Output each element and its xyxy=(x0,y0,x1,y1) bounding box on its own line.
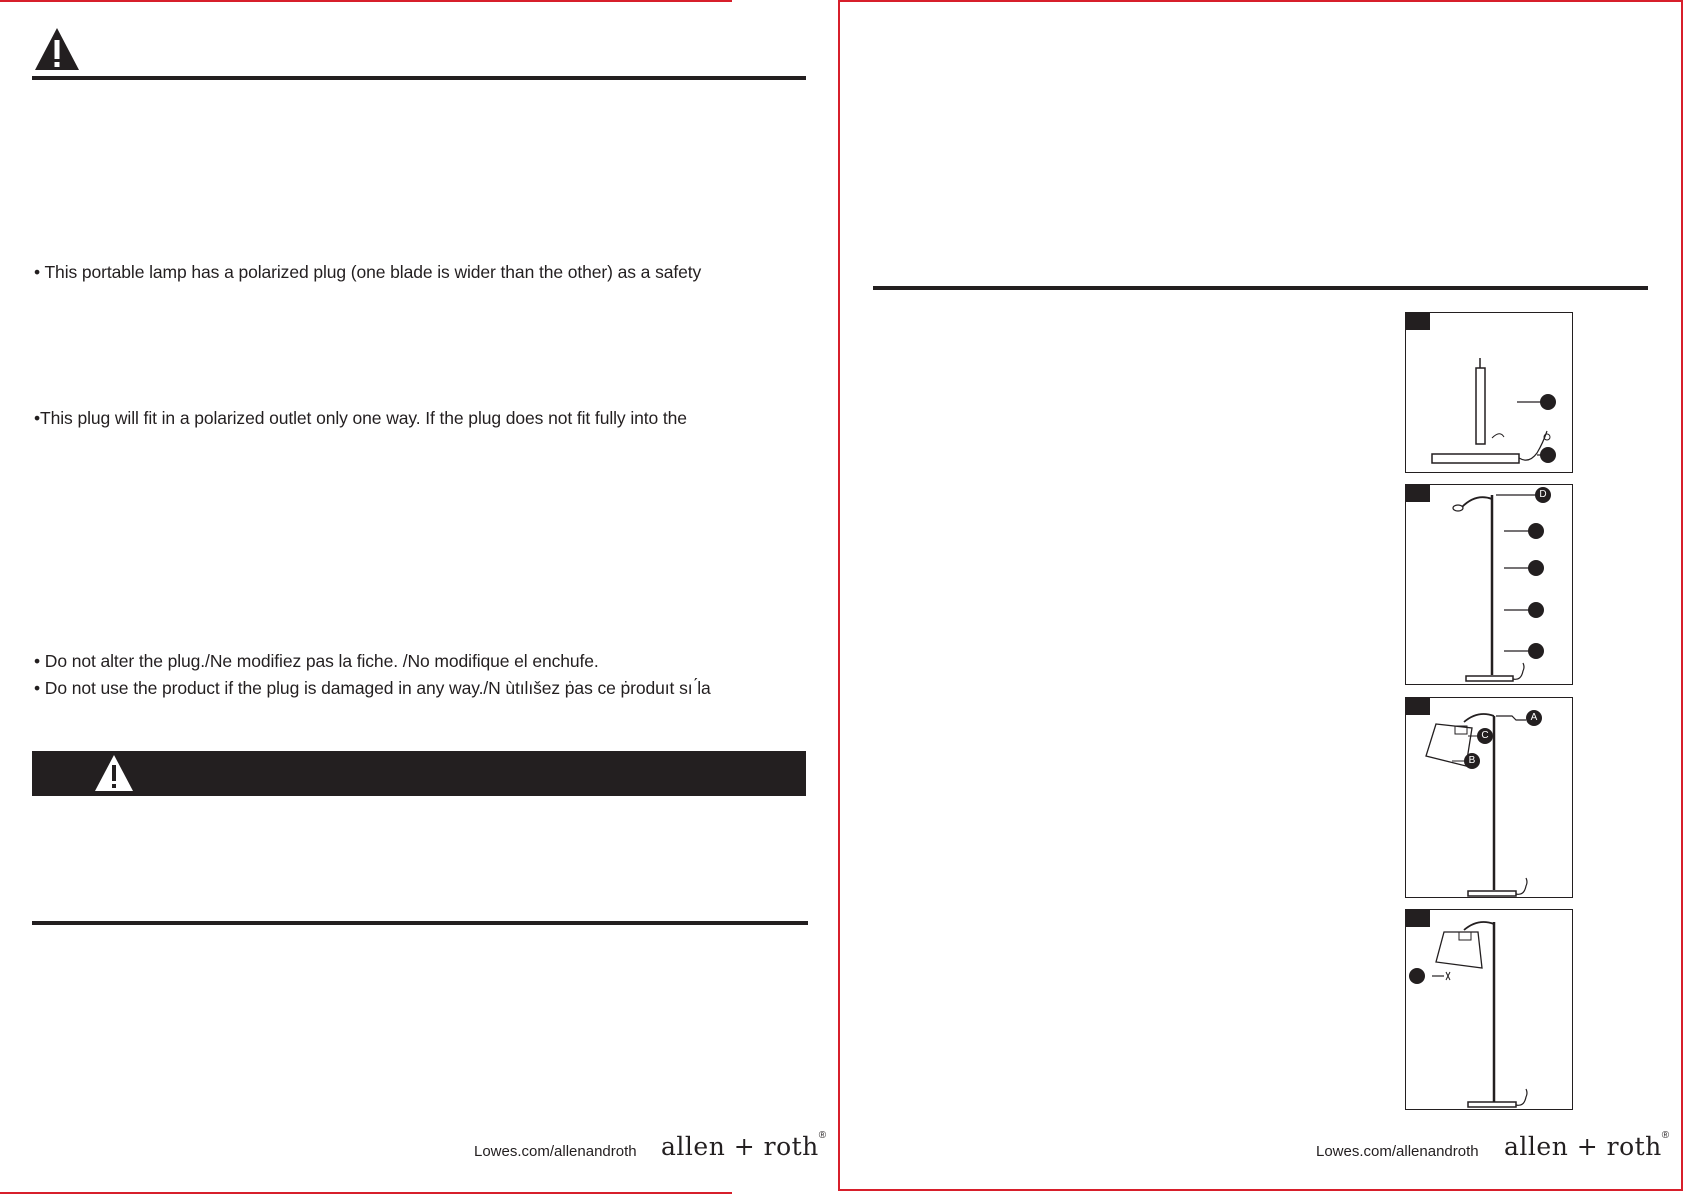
brand-name: allen + roth xyxy=(1504,1132,1662,1161)
top-red-border xyxy=(0,0,732,2)
callout-1b xyxy=(1540,447,1556,463)
step-2-illustration xyxy=(1406,485,1574,686)
bullet-do-not-alter: • Do not alter the plug./Ne modifiez pas la fiche. /No modifique el enchufe. xyxy=(34,651,599,671)
section-rule xyxy=(32,921,808,925)
callout-2e xyxy=(1528,643,1544,659)
step-4-illustration xyxy=(1406,910,1574,1111)
brand-name: allen + roth xyxy=(661,1132,819,1161)
brand-registered-mark: ® xyxy=(818,1130,827,1141)
step-4-panel xyxy=(1405,909,1573,1110)
callout-3-a: A xyxy=(1526,710,1542,726)
callout-2d xyxy=(1528,602,1544,618)
brand-logo xyxy=(661,1132,827,1161)
left-page xyxy=(0,0,838,1194)
bullet-plug-fit: •This plug will fit in a polarized outlet only one way. If the plug does not fit fully into the xyxy=(34,408,687,428)
footer-url: Lowes.com/allenandroth xyxy=(1316,1143,1479,1160)
callout-4a xyxy=(1409,968,1425,984)
warning-triangle-icon xyxy=(33,26,81,72)
callout-2c xyxy=(1528,560,1544,576)
callout-1a xyxy=(1540,394,1556,410)
step-3-illustration xyxy=(1406,698,1574,899)
bullet-polarized-plug: • This portable lamp has a polarized plug (one blade is wider than the other) as a safety xyxy=(34,262,702,282)
callout-3-c: C xyxy=(1477,728,1493,744)
right-page xyxy=(838,0,1687,1194)
step-3-panel xyxy=(1405,697,1573,898)
warning-header-rule xyxy=(32,76,806,80)
brand-registered-mark: ® xyxy=(1661,1130,1670,1141)
footer-url: Lowes.com/allenandroth xyxy=(474,1143,637,1160)
callout-2b xyxy=(1528,523,1544,539)
caution-banner xyxy=(32,751,806,796)
bullet-do-not-use-damaged: • Do not use the product if the plug is damaged in any way./N ùtılıšez ṗas ce ṗroduıt sı ́la xyxy=(34,678,711,698)
warning-triangle-white-icon xyxy=(94,754,134,792)
brand-logo xyxy=(1504,1132,1670,1161)
assembly-header-rule xyxy=(873,286,1648,290)
callout-3-b: B xyxy=(1464,753,1480,769)
callout-2-d: D xyxy=(1535,487,1551,503)
step-2-panel xyxy=(1405,484,1573,685)
step-1-panel xyxy=(1405,312,1573,473)
